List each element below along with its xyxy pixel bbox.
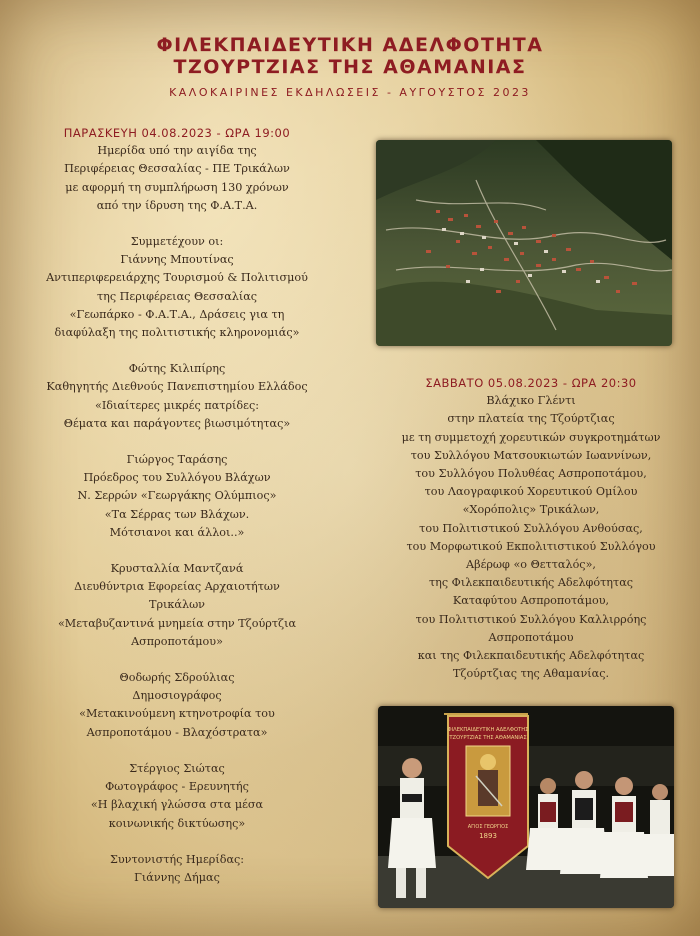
intro-line: από την ίδρυση της Φ.Α.Τ.Α. <box>96 198 258 212</box>
event-subtitle: ΚΑΛΟΚΑΙΡΙΝΕΣ ΕΚΔΗΛΩΣΕΙΣ - ΑΥΓΟΥΣΤΟΣ 2023 <box>169 86 531 99</box>
village-aerial-photo <box>376 140 672 346</box>
speaker-name: Στέργιος Σιώτας <box>129 761 225 775</box>
feast-line: του Πολιτιστικού Συλλόγου Ανθούσας, <box>419 521 643 535</box>
feast-line: του Συλλόγου Ματσουκιωτών Ιωαννίνων, <box>410 448 652 462</box>
banner-org-line-1: ΦΙΛΕΚΠΑΙΔΕΥΤΙΚΗ ΑΔΕΛΦΟΤΗΣ <box>447 727 529 733</box>
speaker-name: Γιώργος Ταράσης <box>126 453 228 467</box>
feast-line: «Χορόπολις» Τρικάλων, <box>462 503 600 517</box>
speaker-role: Καθηγητής Διεθνούς Πανεπιστημίου Ελλάδος <box>46 380 308 394</box>
friday-program <box>18 124 336 905</box>
participants-label: Συμμετέχουν οι: <box>130 235 224 249</box>
speaker-topic: Ασπροποτάμου» <box>131 634 223 648</box>
friday-date: ΠΑΡΑΣΚΕΥΗ 04.08.2023 - ΩΡΑ 19:00 <box>63 126 291 140</box>
dancers-photo <box>378 706 674 908</box>
speaker-role: Πρόεδρος του Συλλόγου Βλάχων <box>83 471 271 485</box>
speaker-topic: διαφύλαξη της πολιτιστικής κληρονομιάς» <box>54 326 300 340</box>
speaker-name: Κρυσταλλία Μαντζανά <box>110 562 244 576</box>
speaker-block-6 <box>18 760 336 833</box>
speaker-topic: «Μετακινούμενη κτηνοτροφία του <box>79 707 275 721</box>
title-line-1: ΦΙΛΕΚΠΑΙΔΕΥΤΙΚΗ ΑΔΕΛΦΟΤΗΤΑ <box>156 34 544 56</box>
friday-intro <box>18 142 336 215</box>
speaker-topic: «Ιδιαίτερες μικρές πατρίδες: <box>95 398 259 412</box>
intro-line: με αφορμή τη συμπλήρωση 130 χρόνων <box>65 180 289 194</box>
feast-line: Καταφύτου Ασπροποτάμου, <box>452 594 610 608</box>
speaker-topic: Θέματα και παράγοντες βιωσιμότητας» <box>63 416 291 430</box>
speaker-topic: κοινωνικής δικτύωσης» <box>108 816 246 830</box>
feast-line: Βλάχικο Γλέντι <box>486 394 576 408</box>
feast-line: της Φιλεκπαιδευτικής Αδελφότητας <box>428 576 634 590</box>
speaker-role: Διευθύντρια Εφορείας Αρχαιοτήτων <box>74 580 280 594</box>
feast-line: Ασπροποτάμου <box>488 630 574 644</box>
speaker-block-5 <box>18 669 336 742</box>
speaker-topic: Μότσιανοι και άλλοι..» <box>109 525 245 539</box>
speaker-topic: «Μεταβυζαντινά μνημεία στην Τζούρτζια <box>57 616 297 630</box>
title-line-2: ΤΖΟΥΡΤΖΙΑΣ ΤΗΣ ΑΘΑΜΑΝΙΑΣ <box>173 56 527 78</box>
feast-line: με τη συμμετοχή χορευτικών συγκροτημάτων <box>401 430 661 444</box>
coordinator-block <box>18 851 336 887</box>
saturday-date: ΣΑΒΒΑΤΟ 05.08.2023 - ΩΡΑ 20:30 <box>425 376 637 390</box>
feast-line: του Συλλόγου Πολυθέας Ασπροποτάμου, <box>415 467 647 481</box>
speaker-role: Αντιπεριφερειάρχης Τουρισμού & Πολιτισμού <box>46 271 308 285</box>
speaker-topic: «Τα Σέρρας των Βλάχων. <box>104 507 250 521</box>
speaker-role: Τρικάλων <box>149 598 205 612</box>
speaker-role: Φωτογράφος - Ερευνητής <box>105 780 249 794</box>
speaker-topic: Ασπροποτάμου - Βλαχόστρατα» <box>86 725 268 739</box>
saturday-program <box>372 374 690 683</box>
speaker-role: Ν. Σερρών «Γεωργάκης Ολύμπιος» <box>77 489 277 503</box>
coordinator-label: Συντονιστής Ημερίδας: <box>109 852 245 866</box>
banner-org-line-2: ΤΖΟΥΡΤΖΙΑΣ ΤΗΣ ΑΘΑΜΑΝΙΑΣ <box>449 735 527 741</box>
poster-header <box>0 34 700 99</box>
feast-line: στην πλατεία της Τζούρτζιας <box>447 412 615 426</box>
speaker-block-2 <box>18 360 336 433</box>
banner-saint: ΑΓΙΟΣ ΓΕΩΡΓΙΟΣ <box>467 824 509 830</box>
speaker-role: Δημοσιογράφος <box>132 689 222 703</box>
intro-line: Περιφέρειας Θεσσαλίας - ΠΕ Τρικάλων <box>64 162 290 176</box>
feast-line: του Μορφωτικού Εκπολιτιστικού Συλλόγου <box>406 539 656 553</box>
coordinator-name: Γιάννης Δήμας <box>134 870 220 884</box>
speaker-topic: «Η βλαχική γλώσσα στα μέσα <box>90 798 264 812</box>
feast-line: του Λαογραφικού Χορευτικού Ομίλου <box>424 485 638 499</box>
feast-line: Αβέρωφ «ο Θετταλός», <box>466 558 596 572</box>
speaker-block-3 <box>18 451 336 542</box>
speaker-name: Γιάννης Μπουτίνας <box>120 253 234 267</box>
feast-line: του Πολιτιστικού Συλλόγου Καλλιρρόης <box>415 612 647 626</box>
speaker-name: Θοδωρής Σδρούλιας <box>119 671 235 685</box>
banner-year: 1893 <box>479 832 497 840</box>
speaker-block-4 <box>18 560 336 651</box>
speaker-block-1 <box>18 233 336 342</box>
speaker-topic: «Γεωπάρκο - Φ.Α.Τ.Α., Δράσεις για τη <box>69 307 285 321</box>
intro-line: Ημερίδα υπό την αιγίδα της <box>97 144 257 158</box>
feast-line: Τζούρτζιας της Αθαμανίας. <box>452 667 610 681</box>
speaker-role: της Περιφέρειας Θεσσαλίας <box>96 289 258 303</box>
feast-line: και της Φιλεκπαιδευτικής Αδελφότητας <box>417 649 645 663</box>
speaker-name: Φώτης Κιλιπίρης <box>128 362 226 376</box>
